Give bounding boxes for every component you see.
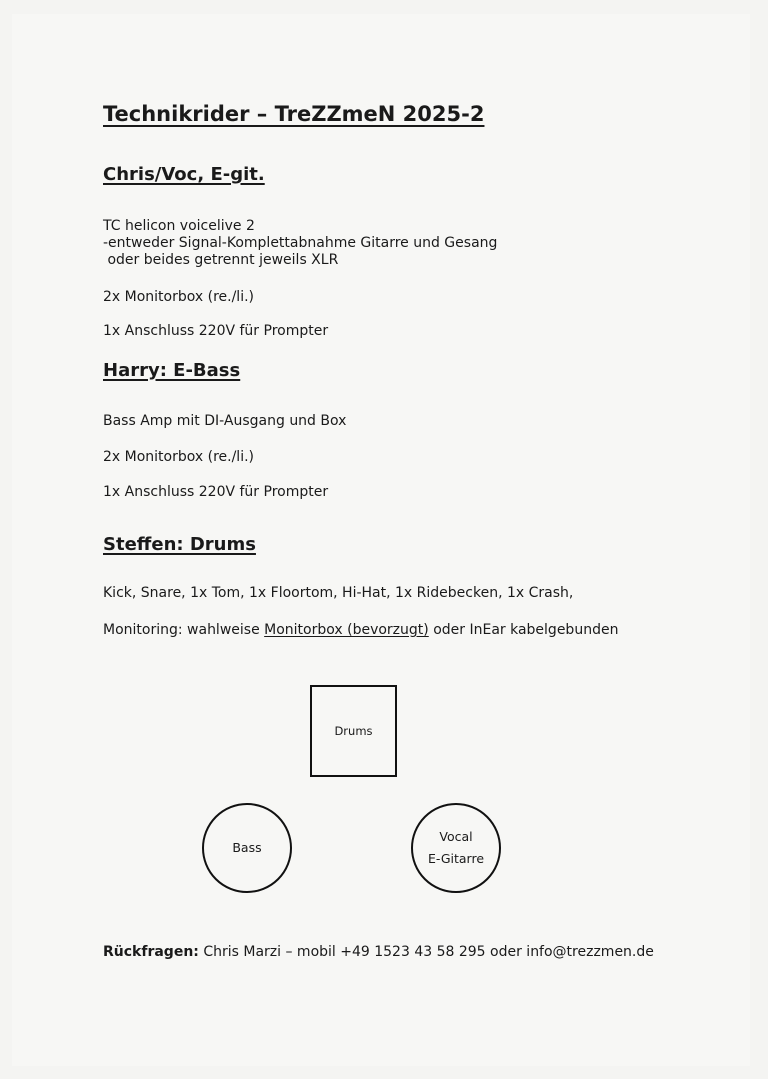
harry-line-1: Bass Amp mit DI-Ausgang und Box — [103, 413, 347, 429]
contact-footer — [103, 944, 654, 960]
chris-line-5: 1x Anschluss 220V für Prompter — [103, 323, 329, 339]
section-heading-harry: Harry: E-Bass — [103, 360, 241, 381]
monitoring-suffix: oder InEar kabelgebunden — [428, 622, 619, 638]
chris-line-2: -entweder Signal-Komplettabnahme Gitarre und Gesang — [103, 235, 498, 251]
document-title: Technikrider – TreZZmeN 2025-2 — [103, 102, 485, 126]
monitoring-prefix: Monitoring: wahlweise — [103, 622, 265, 638]
bass-label: Bass — [232, 840, 262, 856]
harry-line-3: 1x Anschluss 220V für Prompter — [103, 484, 329, 500]
chris-line-4: 2x Monitorbox (re./li.) — [103, 289, 254, 305]
vocal-circle — [411, 803, 501, 893]
contact-label: Rückfragen: — [103, 944, 199, 960]
steffen-line-1: Kick, Snare, 1x Tom, 1x Floortom, Hi-Hat, 1x Ridebecken, 1x Crash, — [103, 585, 574, 601]
section-heading-chris: Chris/Voc, E-git. — [103, 164, 265, 185]
guitar-label: E-Gitarre — [427, 851, 485, 866]
chris-line-3: oder beides getrennt jeweils XLR — [103, 252, 339, 268]
vocal-label: Vocal — [439, 829, 473, 845]
bass-circle — [202, 803, 292, 893]
harry-line-2: 2x Monitorbox (re./li.) — [103, 449, 254, 465]
contact-details: Chris Marzi – mobil +49 1523 43 58 295 oder info@trezzmen.de — [198, 944, 654, 960]
drums-label: Drums — [334, 724, 373, 738]
section-heading-steffen: Steffen: Drums — [103, 534, 256, 555]
drums-box — [310, 685, 397, 777]
monitoring-preferred: Monitorbox (bevorzugt) — [264, 622, 429, 638]
monitoring-line — [103, 622, 618, 638]
chris-line-1: TC helicon voicelive 2 — [103, 218, 255, 234]
